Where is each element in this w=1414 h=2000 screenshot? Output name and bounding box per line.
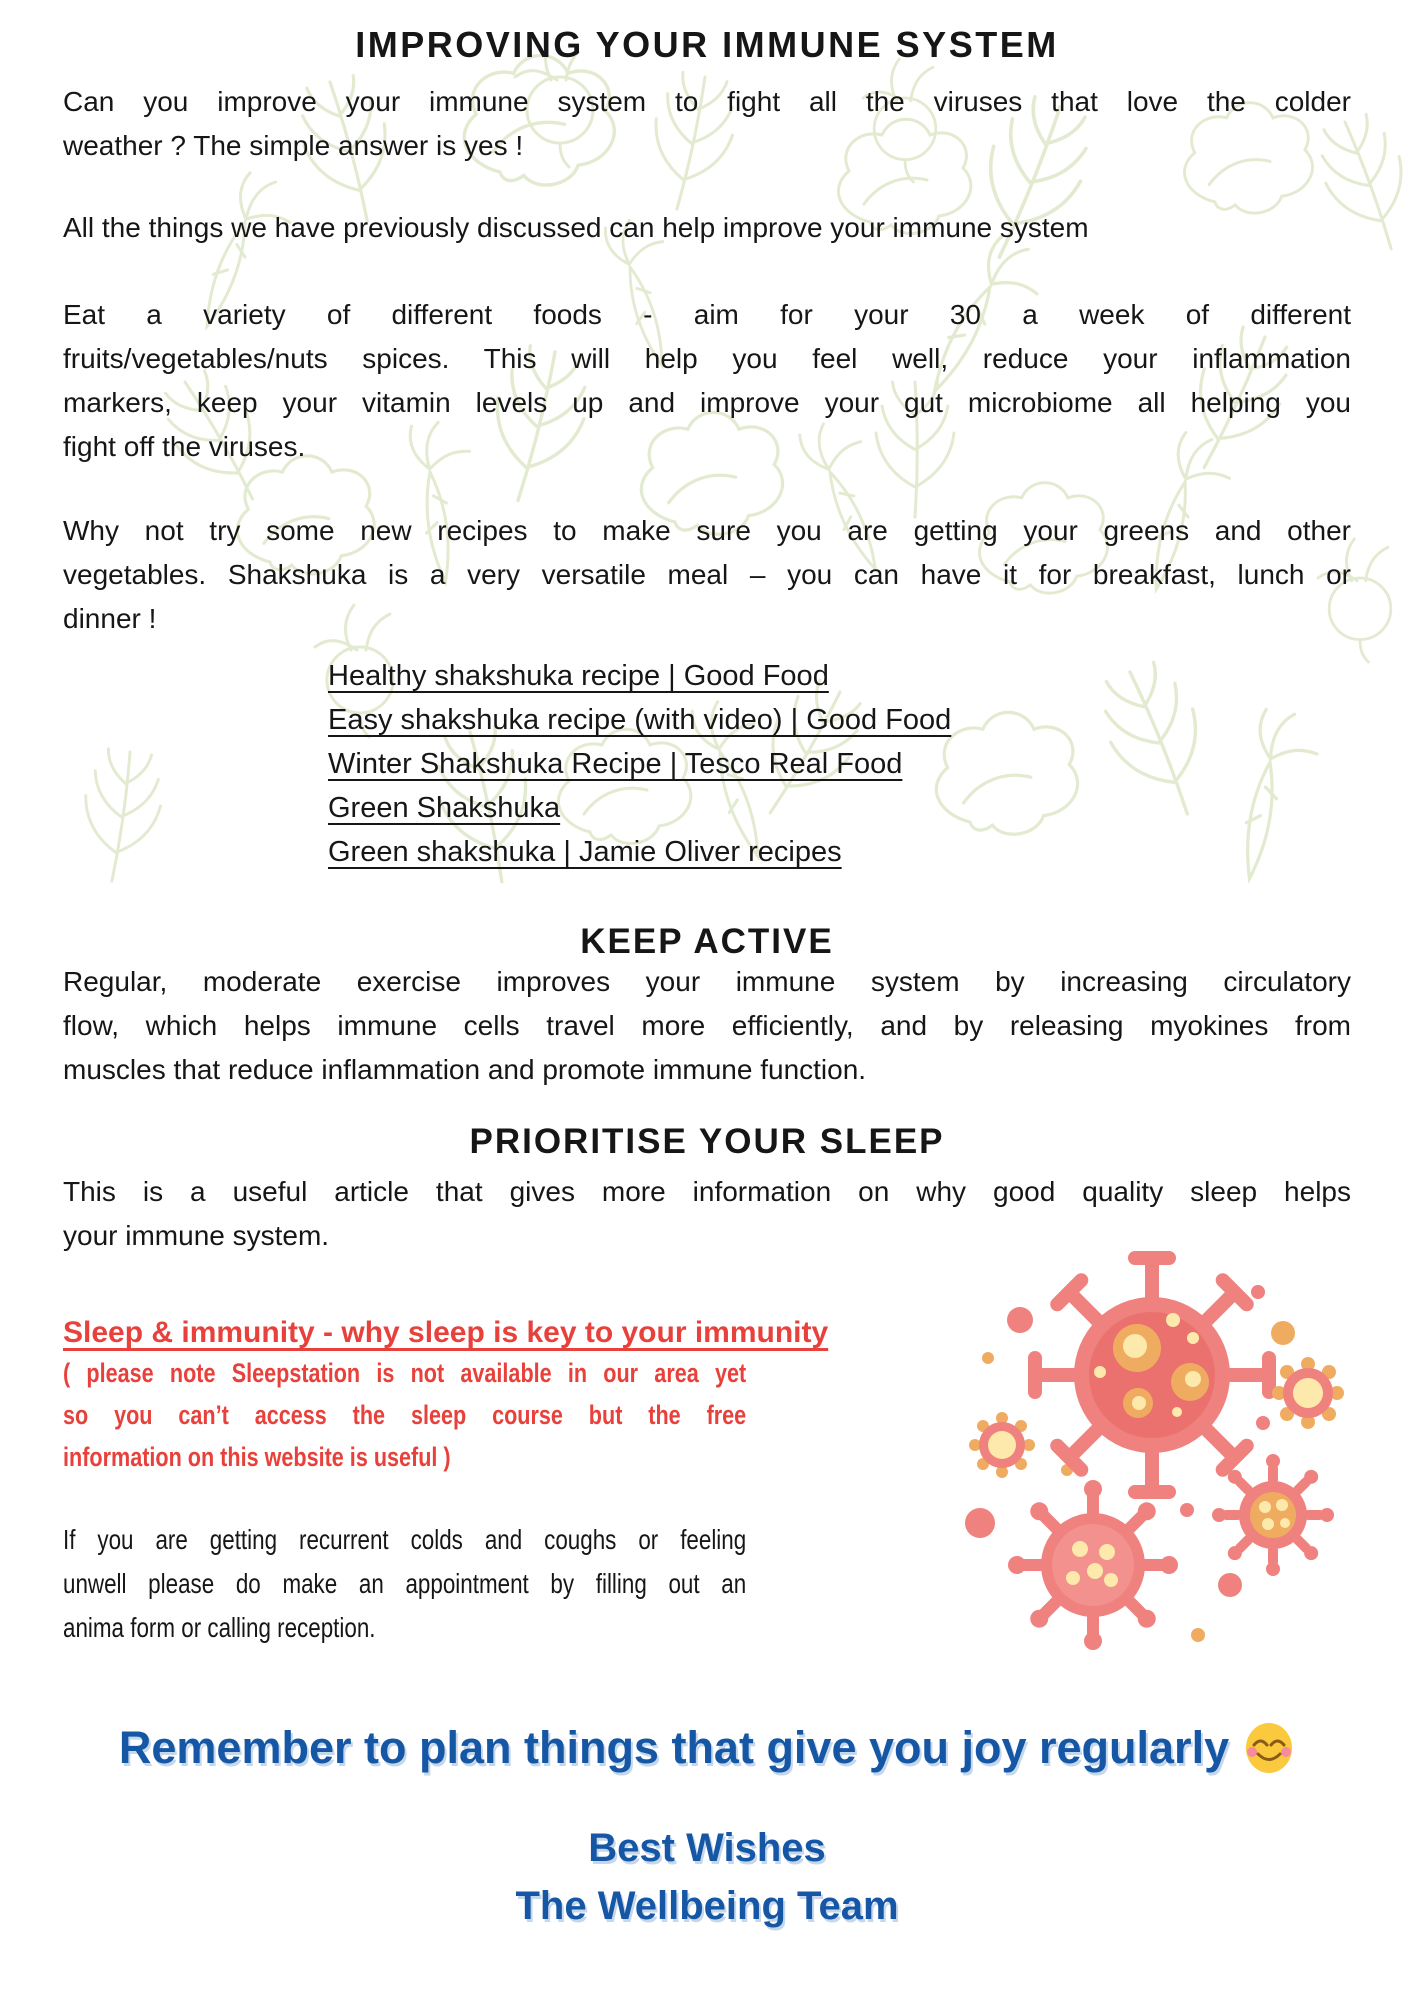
sleep-immunity-link[interactable]: Sleep & immunity - why sleep is key to your immunity — [63, 1316, 829, 1349]
virus-particles-illustration — [930, 1235, 1360, 1705]
appointment-paragraph — [63, 1518, 746, 1650]
virus-small-left-icon — [969, 1412, 1035, 1478]
recipe-link[interactable]: Easy shakshuka recipe (with video) | Good Food — [328, 704, 952, 736]
paragraph-line: Why not try some new recipes to make sure you are getting your greens and other — [63, 515, 1351, 546]
paragraph-line: Regular, moderate exercise improves your immune system by increasing circulatory — [63, 966, 1351, 997]
paragraph-line: fruits/vegetables/nuts spices. This will help you feel well, reduce your inflammation — [63, 343, 1351, 374]
paragraph-line: your immune system. — [63, 1220, 330, 1251]
keep-active-heading: KEEP ACTIVE — [580, 922, 834, 961]
prioritise-sleep-heading: PRIORITISE YOUR SLEEP — [469, 1122, 945, 1161]
paragraph-line: Can you improve your immune system to fight all the viruses that love the colder — [63, 86, 1351, 117]
paragraph-line: anima form or calling reception. — [63, 1612, 376, 1643]
paragraph-line: Eat a variety of different foods - aim for your 30 a week of different — [63, 299, 1351, 330]
sign-off: Best Wishes — [588, 1826, 826, 1870]
paragraph-line: vegetables. Shakshuka is a very versatile meal – you can have it for breakfast, lunch or — [63, 559, 1351, 590]
paragraph-line: This is a useful article that gives more information on why good quality sleep helps — [63, 1176, 1351, 1207]
note-line: so you can’t access the sleep course but the free — [63, 1400, 747, 1430]
keep-active-paragraph — [63, 960, 1351, 1092]
recipe-link[interactable]: Winter Shakshuka Recipe | Tesco Real Food — [328, 748, 903, 780]
smiling-face-emoji-icon — [1243, 1722, 1295, 1774]
team-name: The Wellbeing Team — [515, 1884, 899, 1928]
recipe-links-list — [328, 654, 951, 874]
recipe-link[interactable]: Healthy shakshuka recipe | Good Food — [328, 660, 829, 692]
virus-large-icon — [1028, 1251, 1276, 1499]
paragraph-line: fight off the viruses. — [63, 431, 306, 462]
paragraph-line: If you are getting recurrent colds and coughs or feeling — [63, 1524, 747, 1555]
paragraph-line: weather ? The simple answer is yes ! — [63, 130, 524, 161]
paragraph-line: unwell please do make an appointment by filling out an — [63, 1568, 747, 1599]
virus-small-right-icon — [1272, 1357, 1344, 1429]
page-title: IMPROVING YOUR IMMUNE SYSTEM — [355, 24, 1059, 65]
virus-medium-left-icon — [1008, 1480, 1178, 1650]
intro-paragraph-2 — [63, 206, 1351, 250]
intro-paragraph-3 — [63, 293, 1351, 469]
joy-message-row — [0, 1722, 1414, 1774]
note-line: ( please note Sleepstation is not available in our area yet — [63, 1358, 747, 1388]
paragraph-line: flow, which helps immune cells travel more efficiently, and by releasing myokines from — [63, 1010, 1351, 1041]
paragraph-line: muscles that reduce inflammation and promote immune function. — [63, 1054, 867, 1085]
intro-paragraph-4 — [63, 509, 1351, 641]
recipe-link[interactable]: Green shakshuka | Jamie Oliver recipes — [328, 836, 842, 868]
paragraph-line: dinner ! — [63, 603, 157, 634]
paragraph-line: All the things we have previously discussed can help improve your immune system — [63, 212, 1089, 243]
virus-medium-right-icon — [1212, 1454, 1334, 1576]
paragraph-line: markers, keep your vitamin levels up and improve your gut microbiome all helping you — [63, 387, 1351, 418]
recipe-link[interactable]: Green Shakshuka — [328, 792, 561, 824]
joy-message: Remember to plan things that give you joy regularly — [118, 1722, 1230, 1773]
sleepstation-note — [63, 1352, 746, 1478]
note-line: information on this website is useful ) — [63, 1442, 451, 1472]
intro-paragraph-1 — [63, 80, 1351, 168]
